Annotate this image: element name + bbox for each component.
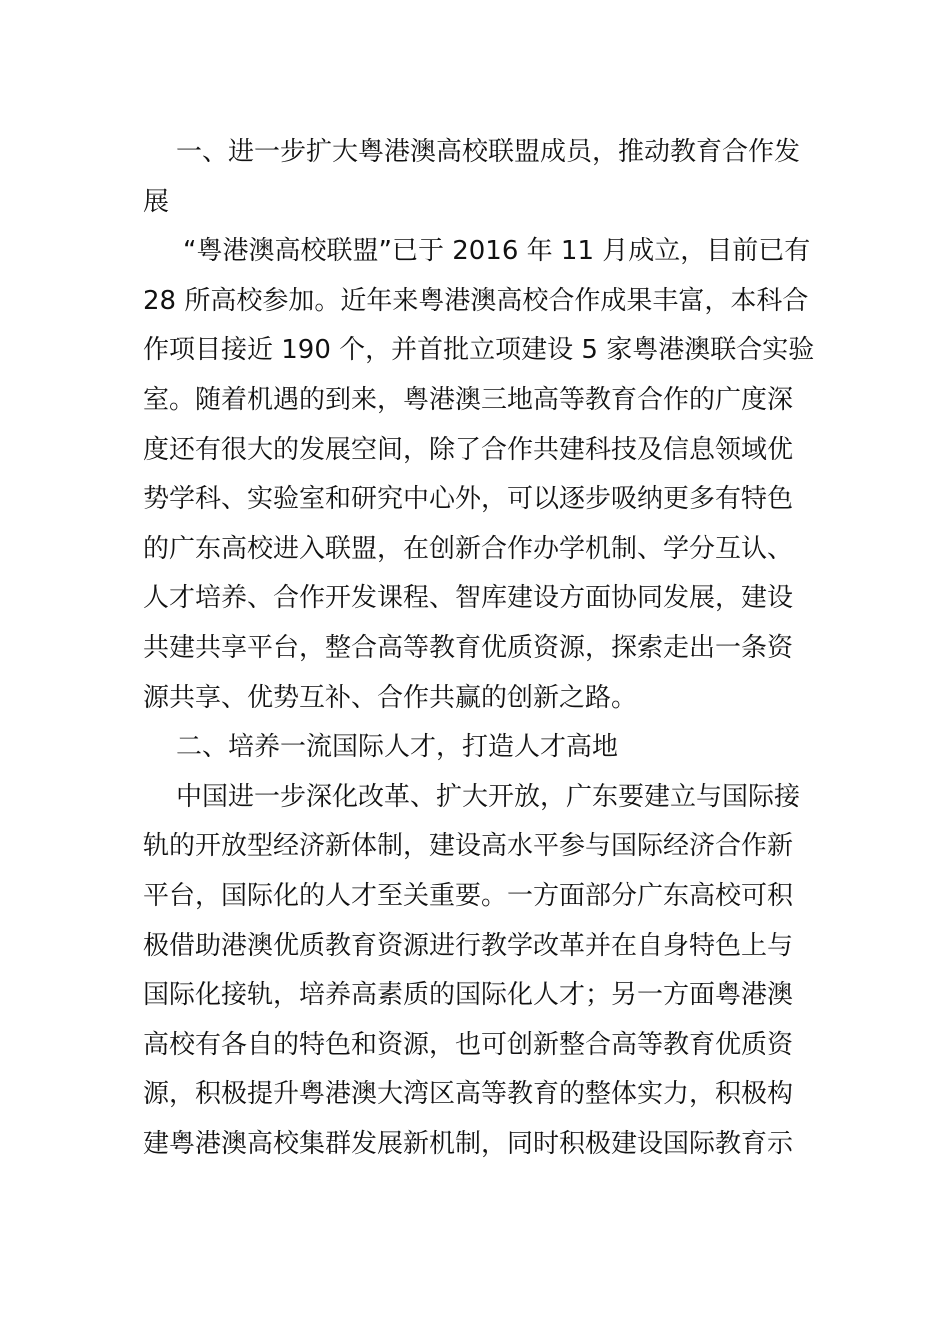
paragraph-2-line-7: 源，积极提升粤港澳大湾区高等教育的整体实力，积极构 xyxy=(143,1079,794,1110)
paragraph-2-line-1: 中国进一步深化改革、扩大开放，广东要建立与国际接 xyxy=(176,781,801,812)
paragraph-1-line-9: 共建共享平台，整合高等教育优质资源，探索走出一条资 xyxy=(143,632,794,663)
paragraph-1-line-5: 度还有很大的发展空间，除了合作共建科技及信息领域优 xyxy=(143,434,794,465)
paragraph-1-line-10: 源共享、优势互补、合作共赢的创新之路。 xyxy=(143,682,638,713)
paragraph-2-line-5: 国际化接轨，培养高素质的国际化人才；另一方面粤港澳 xyxy=(143,980,794,1011)
section-heading-1-line-1: 一、进一步扩大粤港澳高校联盟成员，推动教育合作发 xyxy=(176,137,801,167)
paragraph-2-line-3: 平台，国际化的人才至关重要。一方面部分广东高校可积 xyxy=(143,880,794,911)
paragraph-2-line-6: 高校有各自的特色和资源，也可创新整合高等教育优质资 xyxy=(143,1029,794,1060)
paragraph-2-line-2: 轨的开放型经济新体制，建设高水平参与国际经济合作新 xyxy=(143,831,794,862)
paragraph-1-line-1: “粤港澳高校联盟”已于 2016 年 11 月成立，目前已有 xyxy=(183,236,811,267)
paragraph-1-line-7: 的广东高校进入联盟，在创新合作办学机制、学分互认、 xyxy=(143,533,794,564)
paragraph-1-line-8: 人才培养、合作开发课程、智库建设方面协同发展，建设 xyxy=(143,583,794,614)
paragraph-1-line-4: 室。随着机遇的到来，粤港澳三地高等教育合作的广度深 xyxy=(143,384,794,415)
paragraph-1-line-2: 28 所高校参加。近年来粤港澳高校合作成果丰富，本科合 xyxy=(143,285,809,316)
paragraph-1-line-6: 势学科、实验室和研究中心外，可以逐步吸纳更多有特色 xyxy=(143,484,794,515)
section-heading-2: 二、培养一流国际人才，打造人才高地 xyxy=(176,732,619,763)
document-body xyxy=(143,128,815,1169)
paragraph-2-line-4: 极借助港澳优质教育资源进行教学改革并在自身特色上与 xyxy=(143,930,794,961)
paragraph-2-line-8: 建粤港澳高校集群发展新机制，同时积极建设国际教育示 xyxy=(143,1128,794,1159)
paragraph-1-line-3: 作项目接近 190 个，并首批立项建设 5 家粤港澳联合实验 xyxy=(143,335,815,366)
section-heading-1-line-2: 展 xyxy=(143,186,170,217)
